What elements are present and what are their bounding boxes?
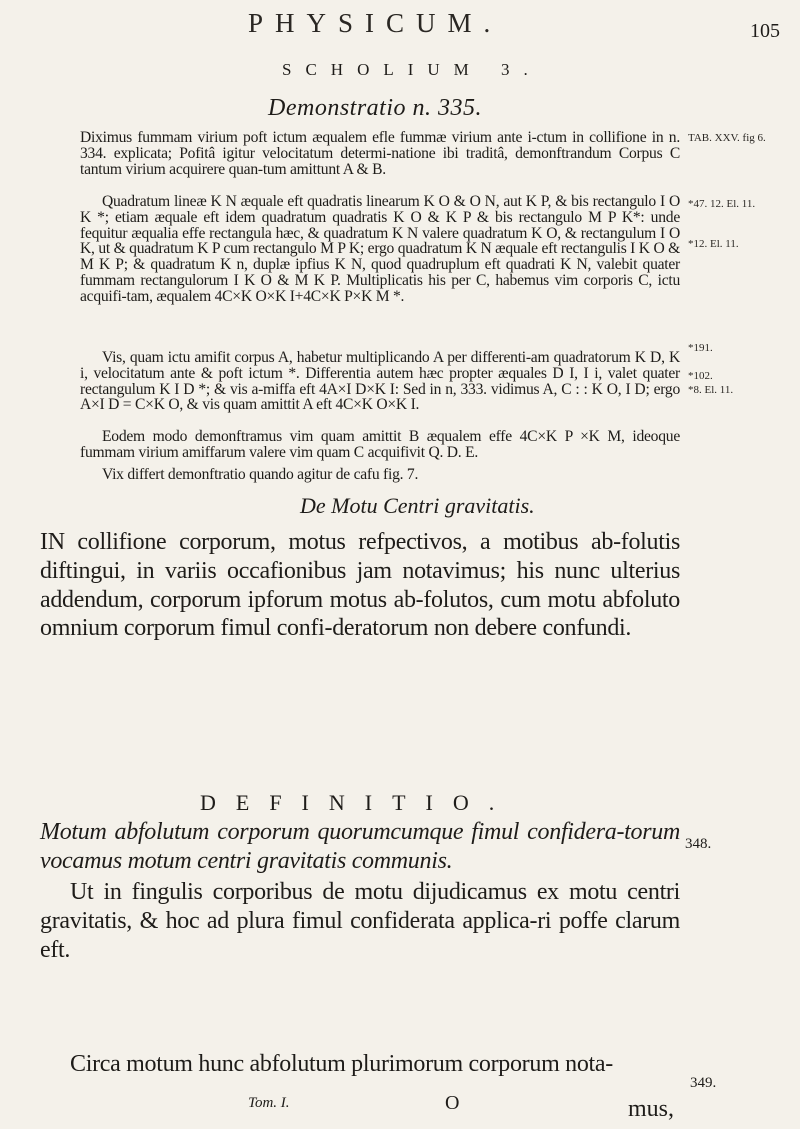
paragraph-1 (80, 130, 680, 177)
footer-signature: Tom. I. (248, 1095, 290, 1111)
paragraph-5-text: Vix differt demonftratio quando agitur de cafu fig. 7. (102, 466, 419, 483)
margin-note-349: 349. (690, 1075, 717, 1091)
definition-text (40, 818, 680, 876)
footer-letter: O (445, 1092, 460, 1114)
paragraph-4 (80, 429, 680, 461)
margin-note-tab: TAB. XXV. fig 6. (688, 132, 766, 144)
paragraph-1-text: Diximus fummam virium poft ictum æqualem efle fummæ virium ante i-ctum in collifione in n. 334. explicata; Pofitâ igitur velocitatum determi-natione ibi traditâ, demonftrandum Corpus C tantum virium acquirere quan-tum amittunt A & B. (80, 129, 680, 178)
paragraph-2 (80, 194, 680, 305)
page-header (0, 8, 800, 48)
catchword: mus, (628, 1096, 675, 1122)
paragraph-large-1-text: IN collifione corporum, motus refpectivos, a motibus ab-folutis diftingui, in variis occafionibus jam notavimus; his nunc ulterius addendum, corporum ipforum motus ab-folutos, cum motu abfoluto omnium corporum fimul confi-deratorum non debere confundi. (40, 529, 680, 642)
demonstration-title: Demonstratio n. 335. (268, 95, 482, 121)
margin-note-el: *12. El. 11. (688, 238, 739, 250)
definitio-label: DEFINITIO. (200, 790, 515, 815)
paragraph-large-2 (40, 878, 680, 964)
paragraph-3-text: Vis, quam ictu amifit corpus A, habetur multiplicando A per differenti-am quadratorum K D, K i, velocitatum ante & poft ictum *. Differentia autem hæc propter æquales D I, I i, valet quater rectangulum K I D *; & vis a-miffa eft 4A×I D×K I: Sed in n, 333. vidimus A, C : : K O, I D; ergo A×I D = C×K O, & vis quam amittit A eft 4C×K O×K I. (80, 349, 680, 414)
paragraph-4-text: Eodem modo demonftramus vim quam amittit B æqualem effe 4C×K P ×K M, ideoque fummam virium amiffarum valere vim quam C acquifivit Q. D. E. (80, 428, 680, 461)
paragraph-5 (80, 467, 680, 483)
paragraph-large-3 (40, 1050, 680, 1079)
margin-note-191: *191. (688, 342, 713, 354)
margin-note-347: *47. 12. El. 11. (688, 198, 756, 210)
paragraph-2-text: Quadratum lineæ K N æquale eft quadratis linearum K O & O N, aut K P, & bis rectangulo I O K *; etiam æquale eft idem quadratum quadratis K O & K P & bis rectangulo M P K*: unde fequitur æqualia effe rectangula hæc, & quadratum K N valere quadratum K O, & rectangulum I O K, ut & quadratum K P cum rectangulo M P K; ergo quadratum K N æquale eft rectangulis I K O & M K P; & quadratum K n, duplæ ipfius K N, quod quadruplum eft quadrati K N, valebit quater fummam rectangulorum I K O & M K P. Multiplicatis his per C, habemus vim corporis C, ictu acquifi-tam, æqualem 4C×K O×K I+4C×K P×K M *. (80, 193, 680, 305)
paragraph-large-1 (40, 528, 680, 643)
margin-note-102: *102. (688, 370, 713, 382)
section-label: SCHOLIUM 3. (282, 60, 542, 79)
definition-text-body: Motum abfolutum corporum quorumcumque fimul confidera-torum vocamus motum centri gravitatis communis. (40, 819, 680, 874)
paragraph-3 (80, 350, 680, 413)
paragraph-large-3-text: Circa motum hunc abfolutum plurimorum corporum nota- (70, 1051, 613, 1077)
running-head: PHYSICUM. (248, 8, 503, 38)
section-subheading: De Motu Centri gravitatis. (300, 493, 535, 518)
margin-note-348: 348. (685, 836, 712, 852)
paragraph-large-2-text: Ut in fingulis corporibus de motu dijudicamus ex motu centri gravitatis, & hoc ad plura fimul confiderata applica-ri poffe clarum eft. (40, 879, 680, 963)
page-number: 105 (750, 20, 780, 42)
margin-note-8: *8. El. 11. (688, 384, 734, 396)
